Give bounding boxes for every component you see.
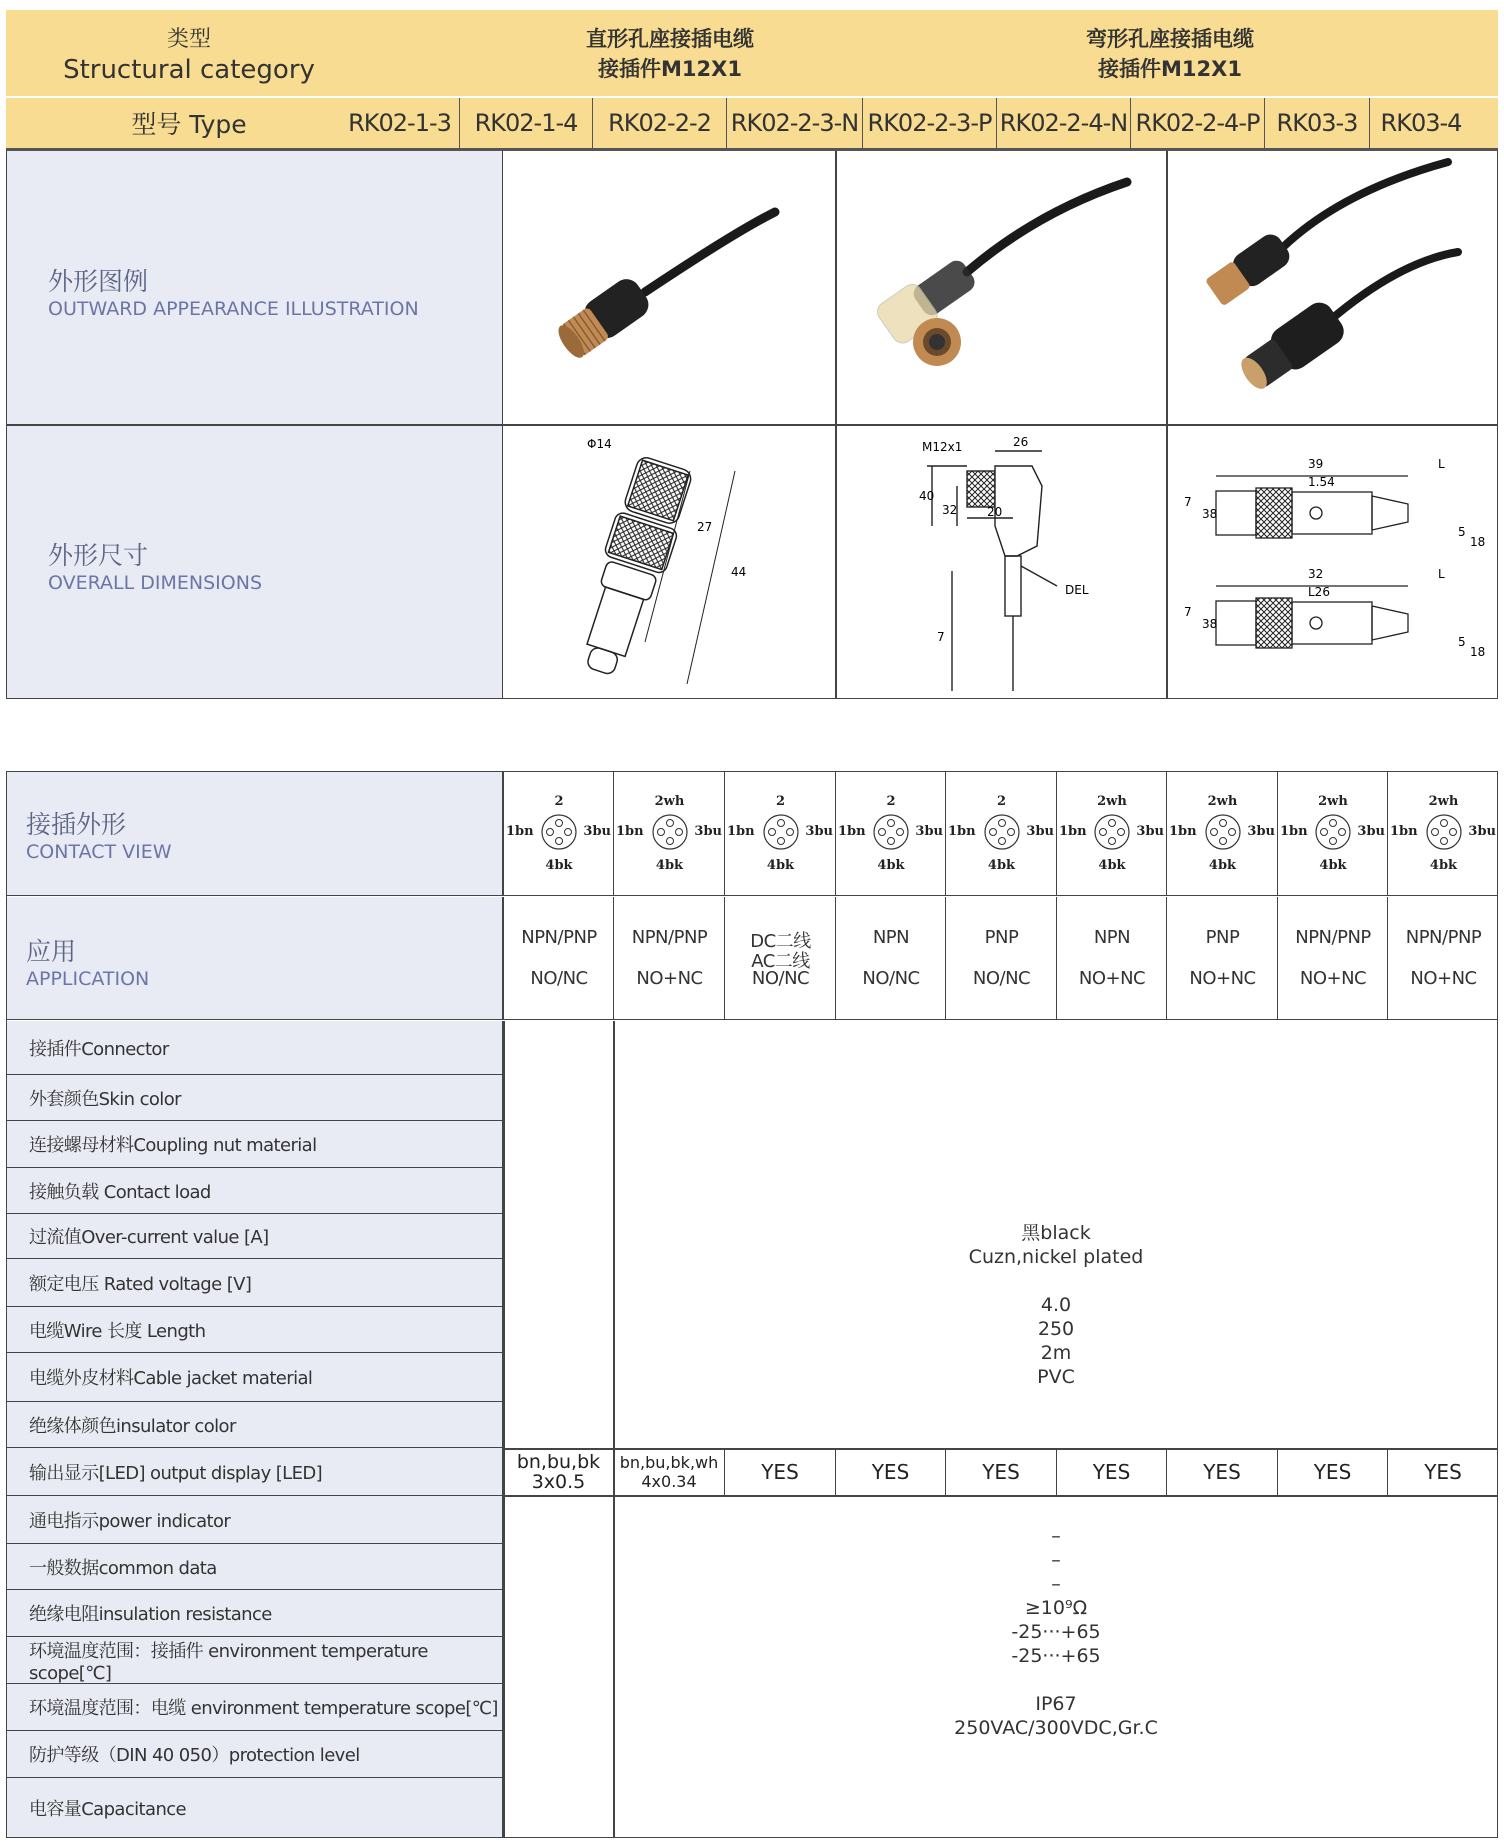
- pin-top: 2: [996, 794, 1007, 809]
- photo-double-connector: [1168, 152, 1498, 424]
- contact-cell-5: [945, 772, 1056, 896]
- spec-label-10: 输出显示[LED] output display [LED]: [7, 1448, 503, 1496]
- application-cell-5: [945, 897, 1056, 1020]
- dimensions-zh: 外形尺寸: [48, 541, 149, 570]
- pin-left: 1bn: [838, 824, 866, 839]
- block1-values: [969, 1221, 1144, 1389]
- block2-line-7: [954, 1668, 1158, 1692]
- pin-bottom: 4bk: [877, 858, 905, 873]
- contact-cell-7: [1166, 772, 1277, 896]
- model-9: RK03-4: [1380, 109, 1462, 137]
- block2-line-6: -25···+65: [1011, 1645, 1101, 1667]
- dimensions-en: OVERALL DIMENSIONS: [48, 572, 263, 594]
- pin-top: 2: [886, 794, 896, 809]
- application-cell-6: [1056, 897, 1166, 1020]
- dim-top-5: 5: [1458, 525, 1466, 539]
- pin-bottom: 4bk: [655, 858, 684, 873]
- application-cell-7: [1166, 897, 1277, 1020]
- application-zh: 应用: [26, 937, 77, 966]
- application-cell-4: [835, 897, 945, 1020]
- appearance-en: OUTWARD APPEARANCE ILLUSTRATION: [48, 298, 419, 320]
- application-line1: PNP: [1205, 927, 1240, 948]
- block2-line-1: –: [1051, 1525, 1061, 1547]
- application-line3: NO/NC: [751, 968, 810, 989]
- application-cell-1: [503, 897, 613, 1020]
- application-line3: NO+NC: [636, 968, 703, 989]
- dim-bot-L: L: [1438, 567, 1445, 581]
- led-yes-7: YES: [1387, 1449, 1498, 1495]
- dim-20: 20: [987, 505, 1003, 519]
- pin-left: 1bn: [506, 824, 534, 839]
- application-line3: NO+NC: [1299, 968, 1367, 989]
- application-line1: PNP: [984, 927, 1019, 948]
- application-line3: NO+NC: [1410, 968, 1477, 989]
- application-line1: NPN: [872, 927, 910, 948]
- block1-line-6: 2m: [1040, 1341, 1072, 1364]
- application-line3: NO+NC: [1078, 968, 1146, 989]
- block1-line-7: PVC: [1037, 1365, 1075, 1388]
- spec-label-11: 通电指示power indicator: [7, 1496, 503, 1544]
- spec-label-5: 过流值Over-current value [A]: [7, 1214, 503, 1259]
- spec-label-1: 接插件Connector: [7, 1021, 503, 1075]
- block2-values: [954, 1524, 1158, 1740]
- dim-32: 32: [942, 503, 958, 517]
- pin-bottom: 4bk: [1098, 858, 1126, 873]
- dim-bot-7: 7: [1184, 605, 1192, 619]
- model-5: RK02-2-3-P: [863, 98, 997, 148]
- dim-top-L: L: [1438, 457, 1445, 471]
- application-cell-8: [1277, 897, 1387, 1020]
- pin-right: 3bu: [1136, 824, 1164, 839]
- dim-phi14: Φ14: [587, 437, 612, 451]
- application-en: APPLICATION: [26, 968, 150, 990]
- dim-154: 1.54: [1308, 475, 1335, 489]
- application-line1: NPN/PNP: [521, 927, 597, 948]
- pin-face-icon: [650, 812, 690, 852]
- contact-cell-1: [503, 772, 613, 896]
- pin-bottom: 4bk: [766, 858, 795, 873]
- model-4: RK02-2-3-N: [727, 98, 863, 148]
- angled-title-line1: 弯形孔座接插电缆: [1086, 27, 1254, 51]
- straight-title-line1: 直形孔座接插电缆: [586, 27, 754, 51]
- drawing-straight: [505, 426, 835, 698]
- pin-top: 2wh: [1097, 794, 1127, 809]
- pin-face-icon: [1092, 812, 1132, 852]
- photo-angled-connector: [837, 152, 1167, 424]
- spec-label-16: 防护等级（DIN 40 050）protection level: [7, 1731, 503, 1778]
- spec-label-6: 额定电压 Rated voltage [V]: [7, 1259, 503, 1307]
- pin-right: 3bu: [1247, 824, 1275, 839]
- contact-en: CONTACT VIEW: [26, 841, 172, 863]
- contact-cell-8: [1277, 772, 1387, 896]
- pin-top: 2wh: [654, 794, 685, 809]
- pin-left: 1bn: [1280, 824, 1308, 839]
- angled-group-title: [920, 10, 1420, 96]
- dimensions-label: [48, 536, 262, 594]
- appearance-label: [48, 262, 419, 320]
- dim-40: 40: [919, 489, 935, 503]
- type-label: 型号 Type: [131, 110, 247, 139]
- pin-bottom: 4bk: [1208, 858, 1237, 873]
- contact-cell-2: [613, 772, 724, 896]
- appearance-zh: 外形图例: [48, 267, 149, 296]
- spec-label-2: 外套颜色Skin color: [7, 1075, 503, 1121]
- pin-right: 3bu: [1468, 824, 1496, 839]
- application-line3: NO/NC: [972, 968, 1031, 989]
- dim-44: 44: [731, 565, 747, 579]
- wire-col1: [504, 1449, 613, 1495]
- contact-cell-3: [724, 772, 835, 896]
- pin-face-icon: [871, 812, 911, 852]
- pin-right: 3bu: [1357, 824, 1385, 839]
- spec-label-14: 环境温度范围：接插件 environment temperature scope[℃]: [7, 1637, 503, 1684]
- pin-face-icon: [982, 812, 1022, 852]
- pin-left: 1bn: [1169, 824, 1197, 839]
- dim-top-18: 18: [1470, 535, 1486, 549]
- application-cell-2: [613, 897, 724, 1020]
- block1-line-1: 黑black: [1021, 1221, 1091, 1244]
- application-cell-3: [724, 897, 835, 1020]
- contact-label: [26, 805, 172, 863]
- model-7: RK02-2-4-P: [1131, 98, 1265, 148]
- led-yes-1: YES: [724, 1449, 835, 1495]
- common-values-block-1: [614, 1021, 1498, 1448]
- dim-bot-5: 5: [1458, 635, 1466, 649]
- photo-straight-connector: [505, 152, 835, 424]
- dim-32b: 32: [1308, 567, 1324, 581]
- led-yes-4: YES: [1056, 1449, 1166, 1495]
- pin-top: 2: [775, 794, 786, 809]
- block2-line-9: 250VAC/300VDC,Gr.C: [954, 1717, 1158, 1739]
- pin-bottom: 4bk: [1429, 858, 1458, 873]
- block1-line-4: 4.0: [1040, 1293, 1072, 1316]
- dim-top-38: 38: [1202, 507, 1218, 521]
- pin-right: 3bu: [915, 824, 943, 839]
- dim-del: DEL: [1065, 583, 1089, 597]
- model-2: RK02-1-4: [460, 98, 593, 148]
- dim-bot-18: 18: [1470, 645, 1486, 659]
- spec-label-13: 绝缘电阻insulation resistance: [7, 1590, 503, 1637]
- pin-face-icon: [761, 812, 801, 852]
- spec-label-3: 连接螺母材料Coupling nut material: [7, 1121, 503, 1168]
- wire-col2-line1: bn,bu,bk,wh: [619, 1453, 719, 1472]
- spec-label-4: 接触负载 Contact load: [7, 1168, 503, 1214]
- block2-line-5: -25···+65: [1011, 1621, 1101, 1643]
- application-label: [26, 932, 149, 990]
- pin-bottom: 4bk: [545, 858, 573, 873]
- pin-right: 3bu: [805, 824, 833, 839]
- spec-label-12: 一般数据common data: [7, 1544, 503, 1590]
- application-line3: NO/NC: [862, 968, 920, 989]
- pin-left: 1bn: [1059, 824, 1087, 839]
- common-values-block-2: [614, 1496, 1498, 1838]
- block1-line-5: 250: [1037, 1317, 1075, 1340]
- contact-cell-9: [1387, 772, 1498, 896]
- spec-label-9: 绝缘体颜色insulator color: [7, 1402, 503, 1448]
- pin-top: 2wh: [1207, 794, 1238, 809]
- model-8: RK03-3: [1265, 98, 1370, 148]
- pin-right: 3bu: [694, 824, 722, 839]
- spec-label-7: 电缆Wire 长度 Length: [7, 1307, 503, 1353]
- pin-left: 1bn: [727, 824, 755, 839]
- application-line1: NPN: [1093, 927, 1131, 948]
- model-6: RK02-2-4-N: [997, 98, 1131, 148]
- pin-left: 1bn: [948, 824, 976, 839]
- block1-line-3: [969, 1269, 1144, 1293]
- pin-top: 2wh: [1318, 794, 1348, 809]
- pin-top: 2wh: [1428, 794, 1459, 809]
- pin-top: 2: [554, 794, 564, 809]
- block2-line-3: –: [1051, 1573, 1061, 1595]
- application-line3: NO/NC: [530, 968, 588, 989]
- pin-left: 1bn: [616, 824, 644, 839]
- dim-bot-38: 38: [1202, 617, 1218, 631]
- angled-title-line2: 接插件M12X1: [1098, 57, 1242, 81]
- contact-cell-6: [1056, 772, 1166, 896]
- pin-bottom: 4bk: [987, 858, 1016, 873]
- pin-left: 1bn: [1390, 824, 1418, 839]
- category-zh: 类型: [166, 26, 211, 52]
- block2-line-4: ≥10⁹Ω: [1024, 1597, 1088, 1619]
- pin-right: 3bu: [583, 824, 611, 839]
- dim-27: 27: [697, 520, 713, 534]
- application-line1: NPN/PNP: [1295, 927, 1371, 948]
- dim-39: 39: [1308, 457, 1324, 471]
- block1-line-2: Cuzn,nickel plated: [968, 1245, 1144, 1268]
- pin-bottom: 4bk: [1319, 858, 1347, 873]
- block2-line-2: –: [1051, 1549, 1061, 1571]
- application-line3: NO+NC: [1189, 968, 1256, 989]
- led-yes-5: YES: [1166, 1449, 1277, 1495]
- led-yes-3: YES: [945, 1449, 1056, 1495]
- pin-face-icon: [1424, 812, 1464, 852]
- category-label: [6, 10, 372, 96]
- dim-l26: L26: [1308, 585, 1330, 599]
- dim-m12x1: M12x1: [922, 440, 963, 454]
- spec-label-15: 环境温度范围：电缆 environment temperature scope[℃]: [7, 1684, 503, 1731]
- block2-line-8: IP67: [1035, 1693, 1077, 1715]
- dim-7: 7: [937, 630, 945, 644]
- drawing-angled: [837, 426, 1167, 698]
- model-3: RK02-2-2: [593, 98, 727, 148]
- pin-right: 3bu: [1026, 824, 1054, 839]
- category-en: Structural category: [63, 54, 315, 85]
- wire-col1-line1: bn,bu,bk: [516, 1451, 601, 1473]
- pin-face-icon: [1313, 812, 1353, 852]
- wire-col2-line2: 4x0.34: [641, 1472, 697, 1491]
- model-1: RK02-1-3: [340, 98, 460, 148]
- spec-label-17: 电容量Capacitance: [7, 1778, 503, 1838]
- pin-face-icon: [539, 812, 579, 852]
- application-line1: NPN/PNP: [631, 927, 708, 948]
- application-cell-9: [1387, 897, 1498, 1020]
- wire-col1-line2: 3x0.5: [531, 1471, 586, 1493]
- straight-group-title: [420, 10, 920, 96]
- contact-cell-4: [835, 772, 945, 896]
- led-yes-2: YES: [835, 1449, 945, 1495]
- application-line1: DC二线: [750, 931, 811, 952]
- dim-26: 26: [1013, 435, 1029, 449]
- application-line1: NPN/PNP: [1405, 927, 1482, 948]
- led-yes-6: YES: [1277, 1449, 1387, 1495]
- contact-zh: 接插外形: [26, 810, 127, 839]
- dim-top-7: 7: [1184, 495, 1192, 509]
- spec-label-8: 电缆外皮材料Cable jacket material: [7, 1353, 503, 1402]
- application-line2: AC二线: [751, 951, 810, 972]
- pin-face-icon: [1203, 812, 1243, 852]
- straight-title-line2: 接插件M12X1: [598, 57, 742, 81]
- wire-col2: [614, 1449, 724, 1495]
- drawing-double: [1168, 426, 1498, 698]
